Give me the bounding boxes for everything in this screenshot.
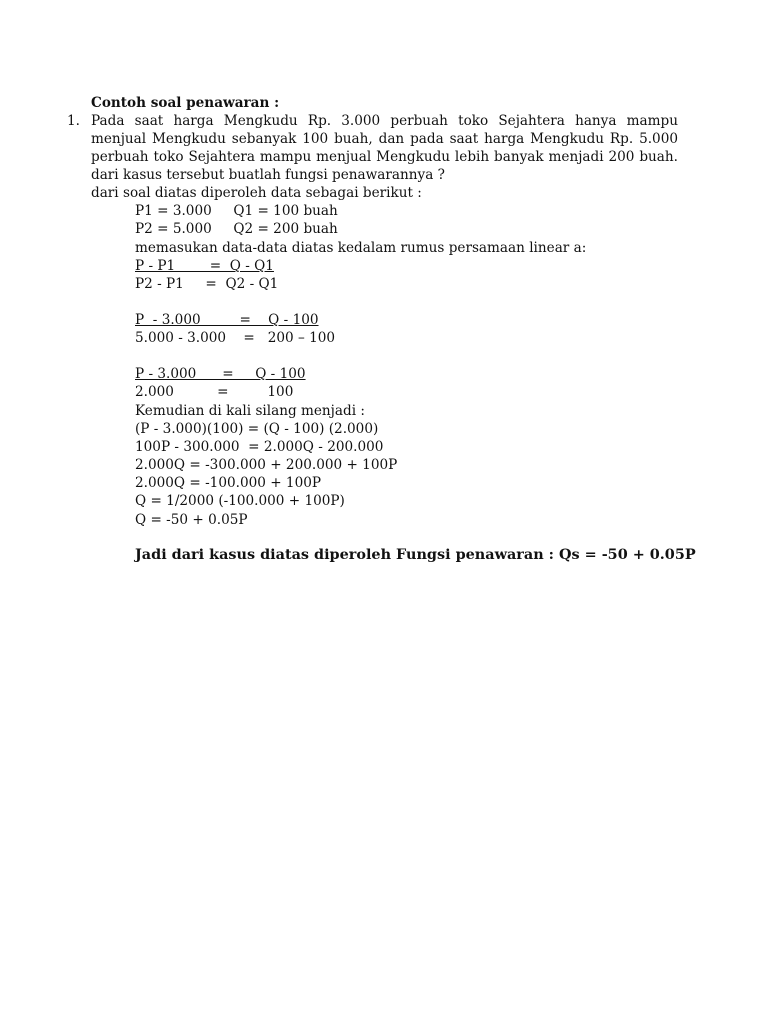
- step-line: 100P - 300.000 = 2.000Q - 200.000: [135, 439, 384, 455]
- formula-numerator: P - P1 = Q - Q1: [135, 258, 274, 274]
- substitution-2-numerator: P - 3.000 = Q - 100: [135, 366, 306, 382]
- problem-text: Pada saat harga Mengkudu Rp. 3.000 perbuah toko Sejahtera hanya mampu menjual Mengkudu sebanyak 100 buah, dan pada saat harga Mengkudu Rp. 5.000 perbuah toko Sejahtera mampu menjual Mengkudu lebih banyak menjadi 200 buah. dari kasus tersebut buatlah fungsi penawarannya ?: [91, 113, 678, 183]
- item-number: 1.: [67, 113, 80, 129]
- formula-intro: memasukan data-data diatas kedalam rumus persamaan linear a:: [135, 240, 587, 256]
- step-line: 2.000Q = -300.000 + 200.000 + 100P: [135, 457, 398, 473]
- conclusion: Jadi dari kasus diatas diperoleh Fungsi penawaran : Qs = -50 + 0.05P: [135, 546, 696, 563]
- step-line: Q = -50 + 0.05P: [135, 512, 248, 528]
- data-line-2: P2 = 5.000 Q2 = 200 buah: [135, 221, 338, 237]
- substitution-2-denominator: 2.000 = 100: [135, 384, 294, 400]
- substitution-1-numerator: P - 3.000 = Q - 100: [135, 312, 319, 328]
- step-line: (P - 3.000)(100) = (Q - 100) (2.000): [135, 421, 379, 437]
- step-line: 2.000Q = -100.000 + 100P: [135, 475, 322, 491]
- step-line: Q = 1/2000 (-100.000 + 100P): [135, 493, 345, 509]
- data-line-1: P1 = 3.000 Q1 = 100 buah: [135, 203, 338, 219]
- formula-denominator: P2 - P1 = Q2 - Q1: [135, 276, 279, 292]
- intro-text: dari soal diatas diperoleh data sebagai berikut :: [91, 185, 422, 201]
- substitution-1-denominator: 5.000 - 3.000 = 200 – 100: [135, 330, 336, 346]
- step-line: Kemudian di kali silang menjadi :: [135, 403, 365, 419]
- heading: Contoh soal penawaran :: [91, 95, 280, 111]
